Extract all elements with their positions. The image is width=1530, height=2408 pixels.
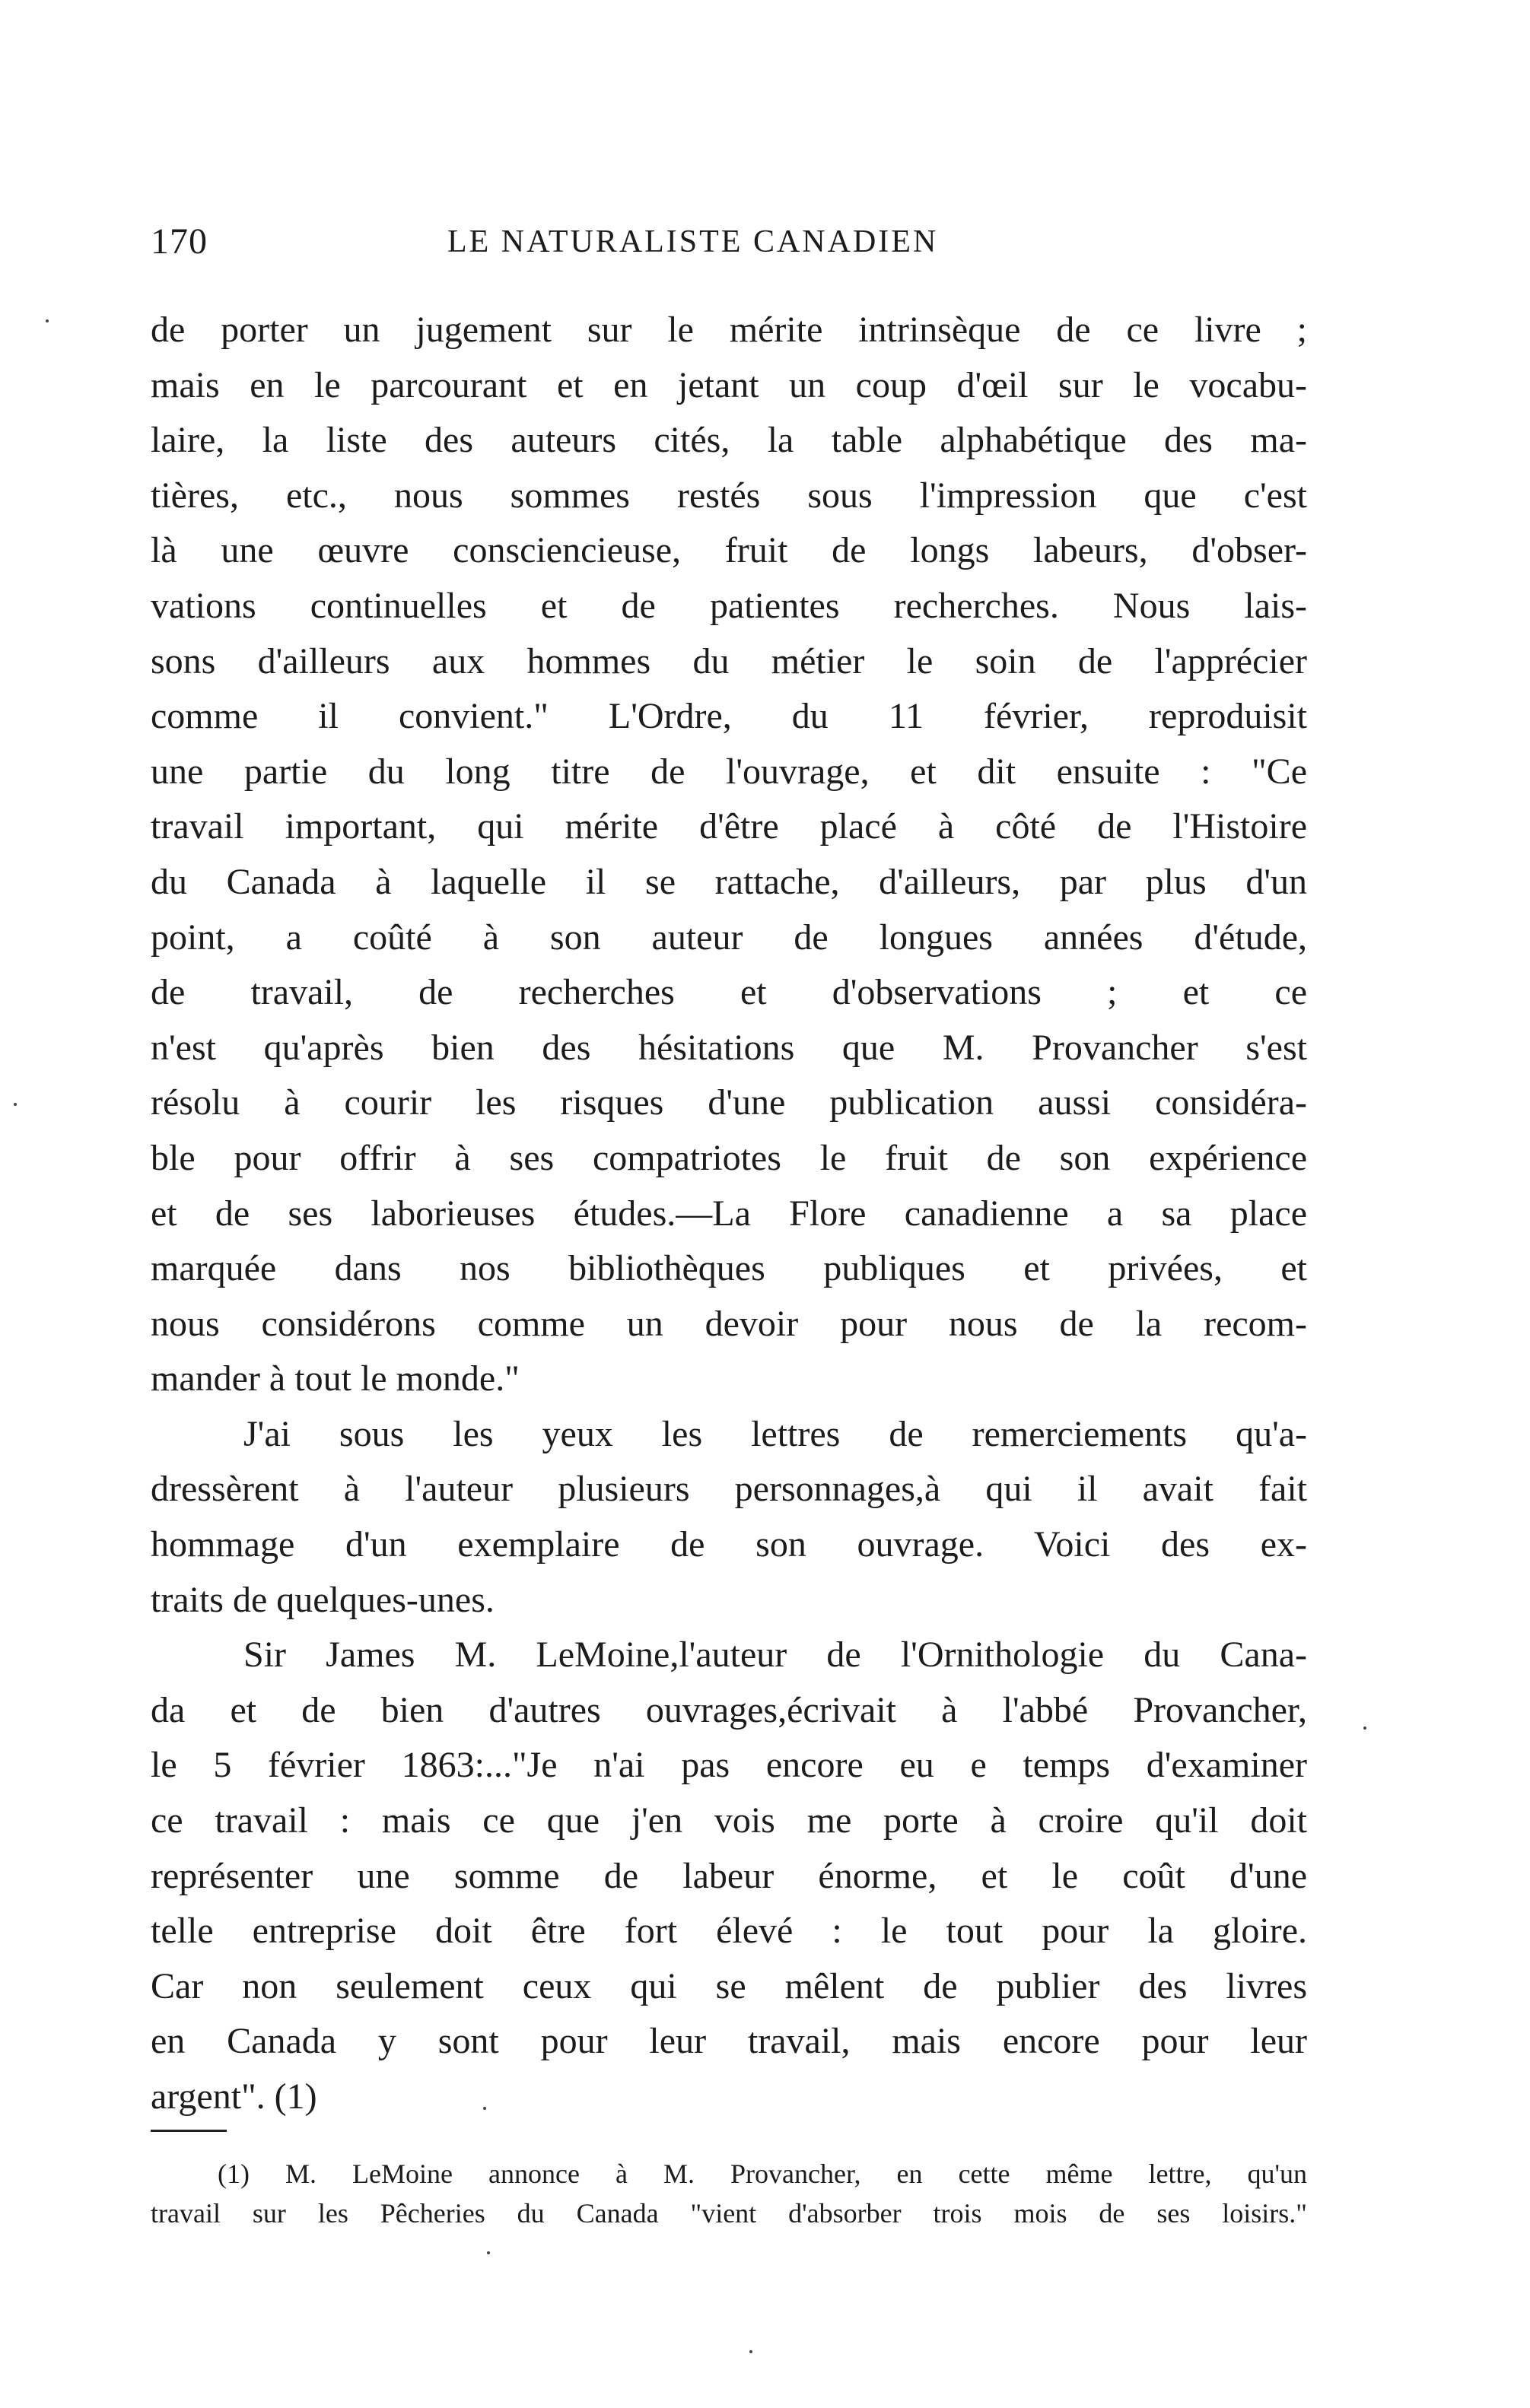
footnote-rule xyxy=(151,2130,227,2132)
text-line: mais en le parcourant et en jetant un coup d'œil sur le vocabu- xyxy=(151,364,1307,405)
paragraph-start-line: Sir James M. LeMoine,l'auteur de l'Ornithologie du Cana- xyxy=(243,1634,1307,1676)
text-line: ble pour offrir à ses compatriotes le fruit de son expérience xyxy=(151,1137,1307,1178)
paragraph-end-line: mander à tout le monde." xyxy=(151,1358,520,1399)
text-line: hommage d'un exemplaire de son ouvrage. Voici des ex- xyxy=(151,1524,1307,1565)
text-line: laire, la liste des auteurs cités, la table alphabétique des ma- xyxy=(151,420,1307,461)
text-line: Car non seulement ceux qui se mêlent de publier des livres xyxy=(151,1965,1307,2006)
paper-speck xyxy=(483,2107,486,2110)
running-title: LE NATURALISTE CANADIEN xyxy=(447,224,939,259)
paper-speck xyxy=(14,1103,17,1106)
text-line: nous considérons comme un devoir pour nous de la recom- xyxy=(151,1303,1307,1344)
text-line: le 5 février 1863:..."Je n'ai pas encore eu e temps d'examiner xyxy=(151,1745,1307,1786)
text-line: sons d'ailleurs aux hommes du métier le soin de l'apprécier xyxy=(151,640,1307,681)
text-line: et de ses laborieuses études.—La Flore canadienne a sa place xyxy=(151,1193,1307,1234)
footnote-line: travail sur les Pêcheries du Canada "vient d'absorber trois mois de ses loisirs." xyxy=(151,2198,1307,2229)
text-line: vations continuelles et de patientes recherches. Nous lais- xyxy=(151,585,1307,626)
text-line: da et de bien d'autres ouvrages,écrivait à l'abbé Provancher, xyxy=(151,1689,1307,1730)
text-line: point, a coûté à son auteur de longues années d'étude, xyxy=(151,917,1307,958)
text-line: travail important, qui mérite d'être placé à côté de l'Histoire xyxy=(151,806,1307,847)
text-line: une partie du long titre de l'ouvrage, et dit ensuite : "Ce xyxy=(151,751,1307,792)
body-text xyxy=(151,303,1307,2125)
paper-speck xyxy=(1363,1727,1366,1730)
footnote-line: (1) M. LeMoine annonce à M. Provancher, en cette même lettre, qu'un xyxy=(218,2159,1307,2189)
paper-speck xyxy=(487,2251,490,2254)
footnotes xyxy=(151,2154,1307,2233)
text-line: représenter une somme de labeur énorme, et le coût d'une xyxy=(151,1855,1307,1896)
running-head xyxy=(151,221,1307,266)
text-line: tières, etc., nous sommes restés sous l'impression que c'est xyxy=(151,475,1307,516)
paragraph-start-line: J'ai sous les yeux les lettres de remerciements qu'a- xyxy=(243,1413,1307,1454)
text-line: du Canada à laquelle il se rattache, d'ailleurs, par plus d'un xyxy=(151,861,1307,902)
text-line: résolu à courir les risques d'une publication aussi considéra- xyxy=(151,1082,1307,1123)
text-line: ce travail : mais ce que j'en vois me porte à croire qu'il doit xyxy=(151,1800,1307,1841)
paragraph-end-line: argent". (1) xyxy=(151,2076,317,2117)
page-number: 170 xyxy=(151,221,208,262)
text-line: comme il convient." L'Ordre, du 11 février, reproduisit xyxy=(151,696,1307,737)
paragraph-end-line: traits de quelques-unes. xyxy=(151,1579,495,1620)
text-line: là une œuvre consciencieuse, fruit de longs labeurs, d'obser- xyxy=(151,530,1307,571)
text-line: dressèrent à l'auteur plusieurs personnages,à qui il avait fait xyxy=(151,1469,1307,1510)
text-line: en Canada y sont pour leur travail, mais encore pour leur xyxy=(151,2021,1307,2062)
text-line: de porter un jugement sur le mérite intrinsèque de ce livre ; xyxy=(151,310,1307,350)
paper-speck xyxy=(46,319,49,322)
text-line: n'est qu'après bien des hésitations que M. Provancher s'est xyxy=(151,1027,1307,1068)
text-line: marquée dans nos bibliothèques publiques et privées, et xyxy=(151,1248,1307,1289)
text-line: telle entreprise doit être fort élevé : le tout pour la gloire. xyxy=(151,1911,1307,1952)
paper-speck xyxy=(749,2350,752,2353)
text-line: de travail, de recherches et d'observations ; et ce xyxy=(151,972,1307,1013)
